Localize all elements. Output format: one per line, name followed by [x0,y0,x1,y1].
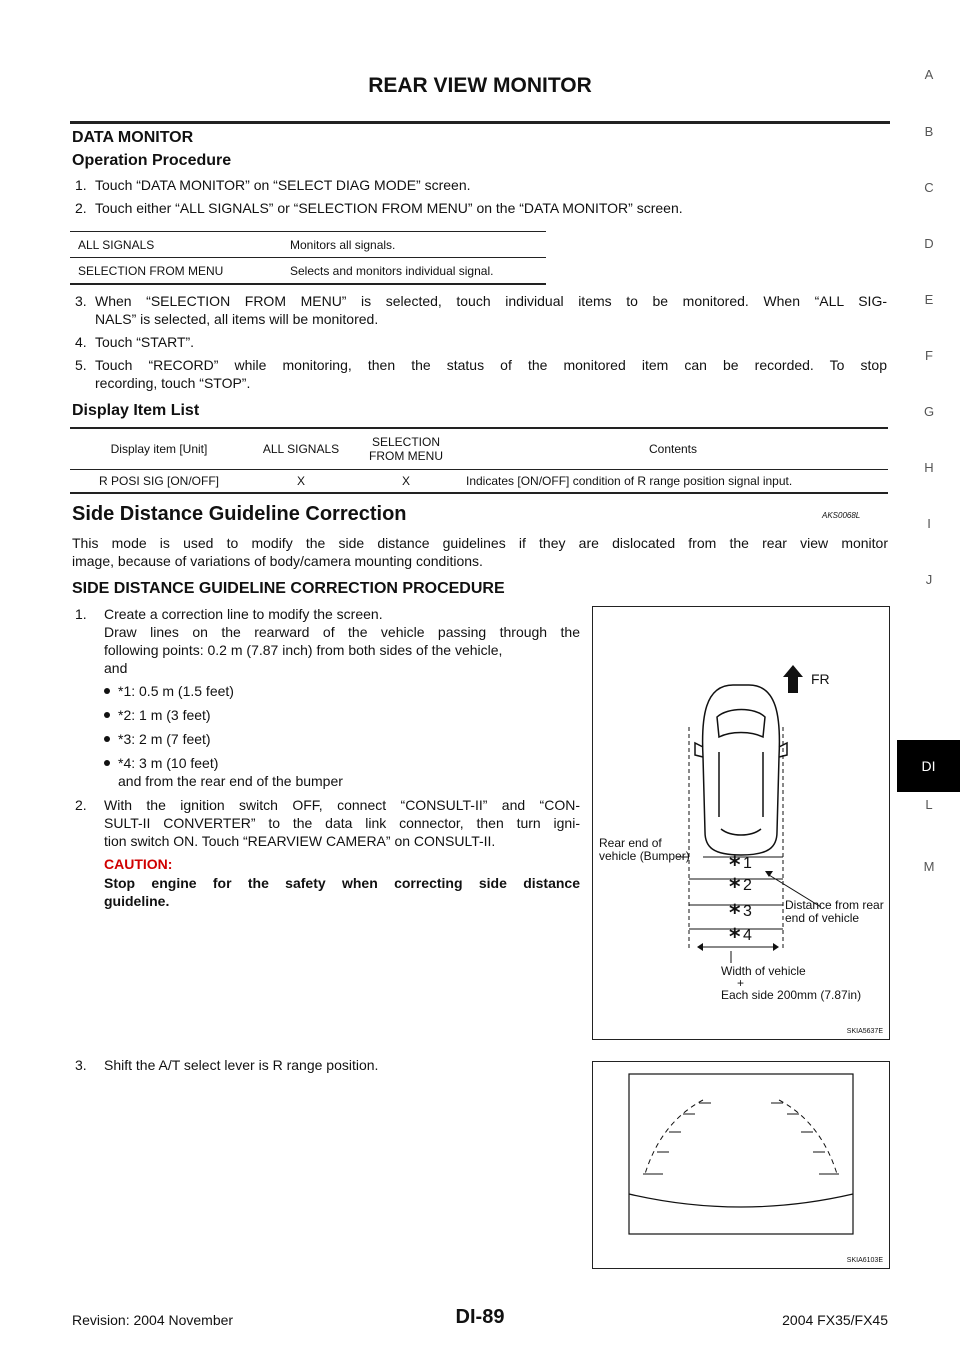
index-tab-c[interactable]: C [924,180,934,195]
distance-label [785,899,884,925]
table-row [70,232,546,258]
label-line: Distance from rear [785,898,884,912]
table-row [70,258,546,285]
table-cell: ALL SIGNALS [70,232,282,258]
step-text-line: NALS” is selected, all items will be monitored. [95,311,379,327]
display-item-table-container [70,427,888,494]
header-line: SELECTION [371,434,440,449]
header-line: FROM MENU [369,448,443,463]
table-cell: Monitors all signals. [282,232,546,258]
step-text: Shift the A/T select lever is R range position. [104,1057,379,1073]
mode-table-container [70,231,546,285]
display-item-table [70,429,888,494]
step-text: Touch either “ALL SIGNALS” or “SELECTION FROM MENU” on the “DATA MONITOR” screen. [95,200,683,216]
caution-label: CAUTION: [104,856,173,872]
step-4 [75,333,887,351]
table-cell: X [354,469,458,493]
label-line: Rear end of [599,836,662,850]
caution-text [104,874,580,910]
intro-line-1: This mode is used to modify the side distance guidelines if they are dislocated from the rear view monitor [72,535,888,551]
tick-marks [643,1103,839,1174]
list-item [104,754,404,772]
mark-3: 3 [743,903,752,920]
step-number: 2. [75,797,87,813]
table-cell: Indicates [ON/OFF] condition of R range position signal input. [458,469,888,493]
index-tab-e[interactable]: E [924,292,934,307]
table-row [70,469,888,493]
caution-line: Stop engine for the safety when correcting side distance [104,875,580,891]
mode-table [70,232,546,285]
monitor-frame [629,1074,853,1234]
label-line: + [737,976,745,990]
header-rule [70,121,890,124]
figure-monitor-screen [592,1061,890,1269]
step-5 [75,356,887,392]
table-header-cell: ALL SIGNALS [248,429,354,469]
figure-guideline-diagram [592,606,890,1040]
mark-1: 1 [743,855,752,872]
footer-page-number: DI-89 [455,1306,505,1328]
list-item-text: *3: 2 m (7 feet) [118,731,211,747]
label-line: vehicle (Bumper) [599,849,690,863]
index-tab-a[interactable]: A [924,67,934,82]
step-text-line: and [104,660,128,676]
table-cell: Selects and monitors individual signal. [282,258,546,285]
width-label [721,965,861,1001]
step-1 [75,176,885,194]
list-item-text: *1: 0.5 m (1.5 feet) [118,683,234,699]
bullet-dot [104,760,110,766]
fr-arrow-icon [783,665,803,693]
footer-model: 2004 FX35/FX45 [782,1312,888,1328]
step-number: 4. [75,334,87,350]
step-number: 1. [75,177,87,193]
rear-end-label [599,837,690,863]
step-number: 5. [75,357,87,373]
label-line: end of vehicle [785,911,860,925]
label-line: Each side 200mm (7.87in) [721,988,862,1002]
bumper-curve [629,1194,853,1207]
table-cell: SELECTION FROM MENU [70,258,282,285]
step-text-line: SULT-II CONVERTER” to the data link connector, then turn igni- [104,815,580,831]
index-tab-l[interactable]: L [925,797,933,812]
footer-revision: Revision: 2004 November [72,1312,234,1328]
guide-left [645,1100,703,1174]
step-text-line: With the ignition switch OFF, connect “CONSULT-II” and “CON- [104,797,580,813]
list-item [104,730,404,748]
intro-line-2: image, because of variations of body/camera mounting conditions. [72,553,483,569]
asterisk-mark: * [729,925,741,950]
step-text-line: following points: 0.2 m (7.87 inch) from both sides of the vehicle, [104,642,503,658]
step-text-line: Touch “START”. [95,334,195,350]
bullet-dot [104,712,110,718]
monitor-screen-svg [593,1062,889,1268]
table-cell: X [248,469,354,493]
subheading-operation-procedure: Operation Procedure [72,152,232,169]
index-tab-j[interactable]: J [925,572,933,587]
step-2 [75,199,885,217]
table-cell: R POSI SIG [ON/OFF] [70,469,248,493]
index-tab-di-active[interactable]: DI [897,740,960,792]
table-header-cell: Display item [Unit] [70,429,248,469]
asterisk-mark: * [729,875,741,900]
index-tab-h[interactable]: H [924,460,934,475]
step-number: 3. [75,1057,87,1073]
bullet-dot [104,736,110,742]
fr-label: FR [811,671,830,687]
index-tab-b[interactable]: B [924,124,934,139]
step-number: 1. [75,606,87,622]
step-text: Touch “DATA MONITOR” on “SELECT DIAG MODE” screen. [95,177,471,193]
procedure-step-2 [75,796,580,850]
section-heading-side-distance: Side Distance Guideline Correction [72,503,407,525]
index-tab-i[interactable]: I [927,516,931,531]
step-text-line: Create a correction line to modify the screen. [104,606,383,622]
bullet-continuation: and from the rear end of the bumper [118,773,343,789]
bullet-dot [104,688,110,694]
table-header-row [70,429,888,469]
step-text-line: When “SELECTION FROM MENU” is selected, touch individual items to be monitored. When “ALL SIG- [95,293,887,309]
mark-2: 2 [743,877,752,894]
caution-line: guideline. [104,893,170,909]
section-code: AKS0068L [822,511,861,520]
asterisk-mark: * [729,901,741,926]
step-number: 3. [75,293,87,309]
vehicle-outline-icon [695,685,787,855]
list-item [104,682,404,700]
asterisk-mark: * [729,853,741,878]
list-item-text: *2: 1 m (3 feet) [118,707,211,723]
index-tab-g[interactable]: G [923,404,935,419]
subheading-display-item-list: Display Item List [72,402,200,419]
figure-code: SKIA5637E [846,1028,883,1035]
step-text-line: tion switch ON. Touch “REARVIEW CAMERA” on CONSULT-II. [104,833,496,849]
step-text-line: Touch “RECORD” while monitoring, then the status of the monitored item can be recorded. To stop [95,357,887,373]
index-tab-d[interactable]: D [924,236,934,251]
index-tab-f[interactable]: F [925,348,933,363]
guide-right [779,1100,837,1174]
figure-code: SKIA6103E [846,1257,883,1264]
procedure-heading: SIDE DISTANCE GUIDELINE CORRECTION PROCEDURE [72,580,505,597]
label-line: Width of vehicle [721,964,806,978]
section-heading-data-monitor: DATA MONITOR [72,129,194,146]
step-3 [75,292,887,328]
mark-4: 4 [743,927,752,944]
step-text-line: Draw lines on the rearward of the vehicle passing through the [104,624,580,640]
procedure-step-3 [75,1056,580,1074]
step-text-line: recording, touch “STOP”. [95,375,251,391]
procedure-step-1 [75,605,580,677]
step-number: 2. [75,200,87,216]
index-tab-m[interactable]: M [923,859,935,874]
table-header-cell: Contents [458,429,888,469]
page-title: REAR VIEW MONITOR [368,74,592,97]
list-item-text: *4: 3 m (10 feet) [118,755,219,771]
table-header-cell [354,429,458,469]
list-item [104,706,404,724]
